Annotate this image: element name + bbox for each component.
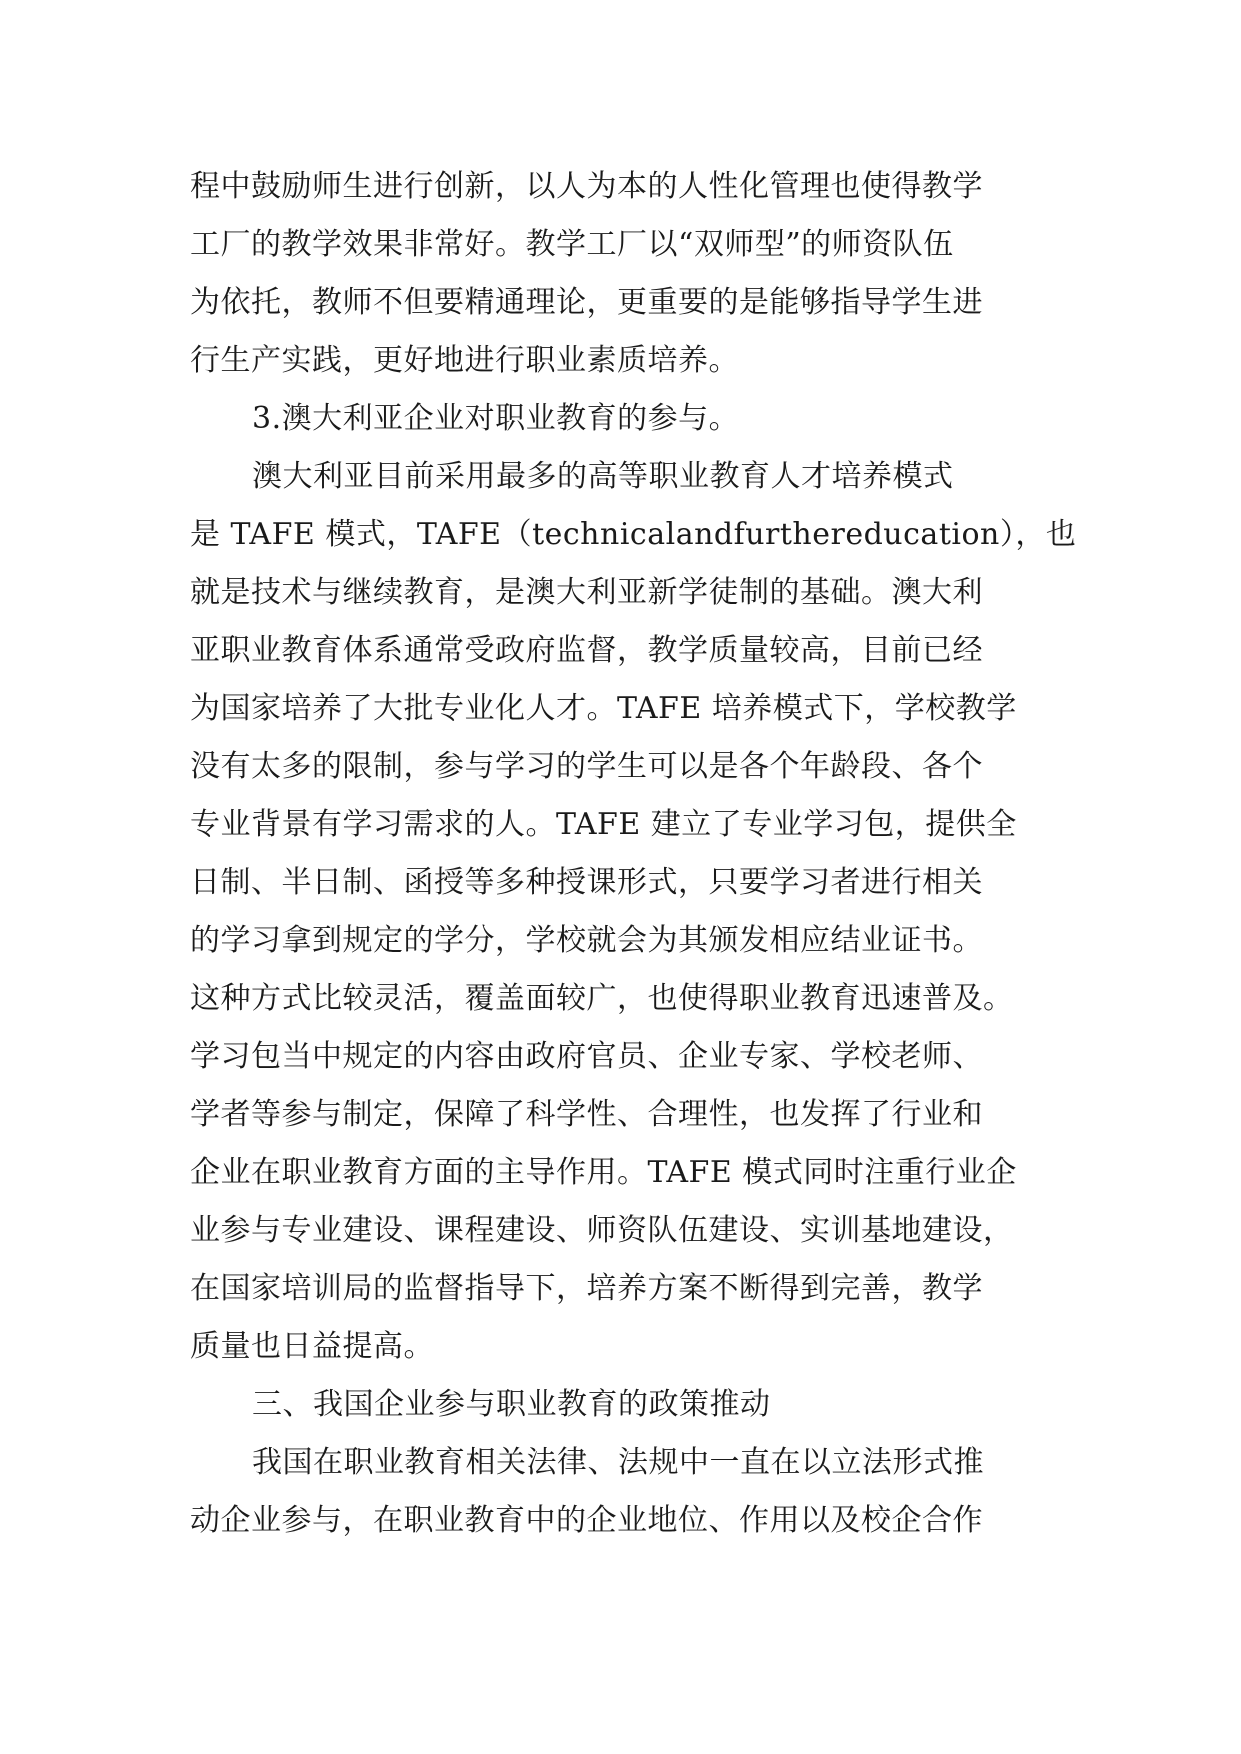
text-line: 亚职业教育体系通常受政府监督，教学质量较高，目前已经	[190, 633, 983, 668]
document-body	[190, 158, 1077, 1550]
text-line: 三、我国企业参与职业教育的政策推动	[252, 1387, 771, 1422]
text-line: 这种方式比较灵活，覆盖面较广，也使得职业教育迅速普及。	[190, 981, 1014, 1016]
text-line: 质量也日益提高。	[190, 1329, 434, 1364]
text-line: 为依托，教师不但要精通理论，更重要的是能够指导学生进	[190, 285, 983, 320]
text-line: 日制、半日制、函授等多种授课形式，只要学习者进行相关	[190, 865, 983, 900]
text-line: 动企业参与，在职业教育中的企业地位、作用以及校企合作	[190, 1503, 983, 1538]
text-line: 的学习拿到规定的学分，学校就会为其颁发相应结业证书。	[190, 923, 983, 958]
text-line: 学者等参与制定，保障了科学性、合理性，也发挥了行业和	[190, 1097, 983, 1132]
text-line: 3.澳大利亚企业对职业教育的参与。	[252, 401, 740, 436]
text-line: 企业在职业教育方面的主导作用。TAFE 模式同时注重行业企	[190, 1155, 1017, 1190]
text-line: 澳大利亚目前采用最多的高等职业教育人才培养模式	[252, 459, 954, 494]
text-line: 行生产实践，更好地进行职业素质培养。	[190, 343, 739, 378]
text-line: 学习包当中规定的内容由政府官员、企业专家、学校老师、	[190, 1039, 983, 1074]
text-line: 在国家培训局的监督指导下，培养方案不断得到完善，教学	[190, 1271, 983, 1306]
text-line: 是 TAFE 模式，TAFE（technicalandfurthereducation），也	[190, 517, 1077, 552]
text-line: 就是技术与继续教育，是澳大利亚新学徒制的基础。澳大利	[190, 575, 983, 610]
text-line: 业参与专业建设、课程建设、师资队伍建设、实训基地建设，	[190, 1213, 1014, 1248]
text-line: 工厂的教学效果非常好。教学工厂以“双师型”的师资队伍	[190, 227, 954, 262]
text-line: 程中鼓励师生进行创新，以人为本的人性化管理也使得教学	[190, 169, 983, 204]
text-line: 没有太多的限制，参与学习的学生可以是各个年龄段、各个	[190, 749, 983, 784]
text-line: 我国在职业教育相关法律、法规中一直在以立法形式推	[252, 1445, 984, 1480]
text-line: 专业背景有学习需求的人。TAFE 建立了专业学习包，提供全	[190, 807, 1017, 842]
text-line: 为国家培养了大批专业化人才。TAFE 培养模式下，学校教学	[190, 691, 1017, 726]
